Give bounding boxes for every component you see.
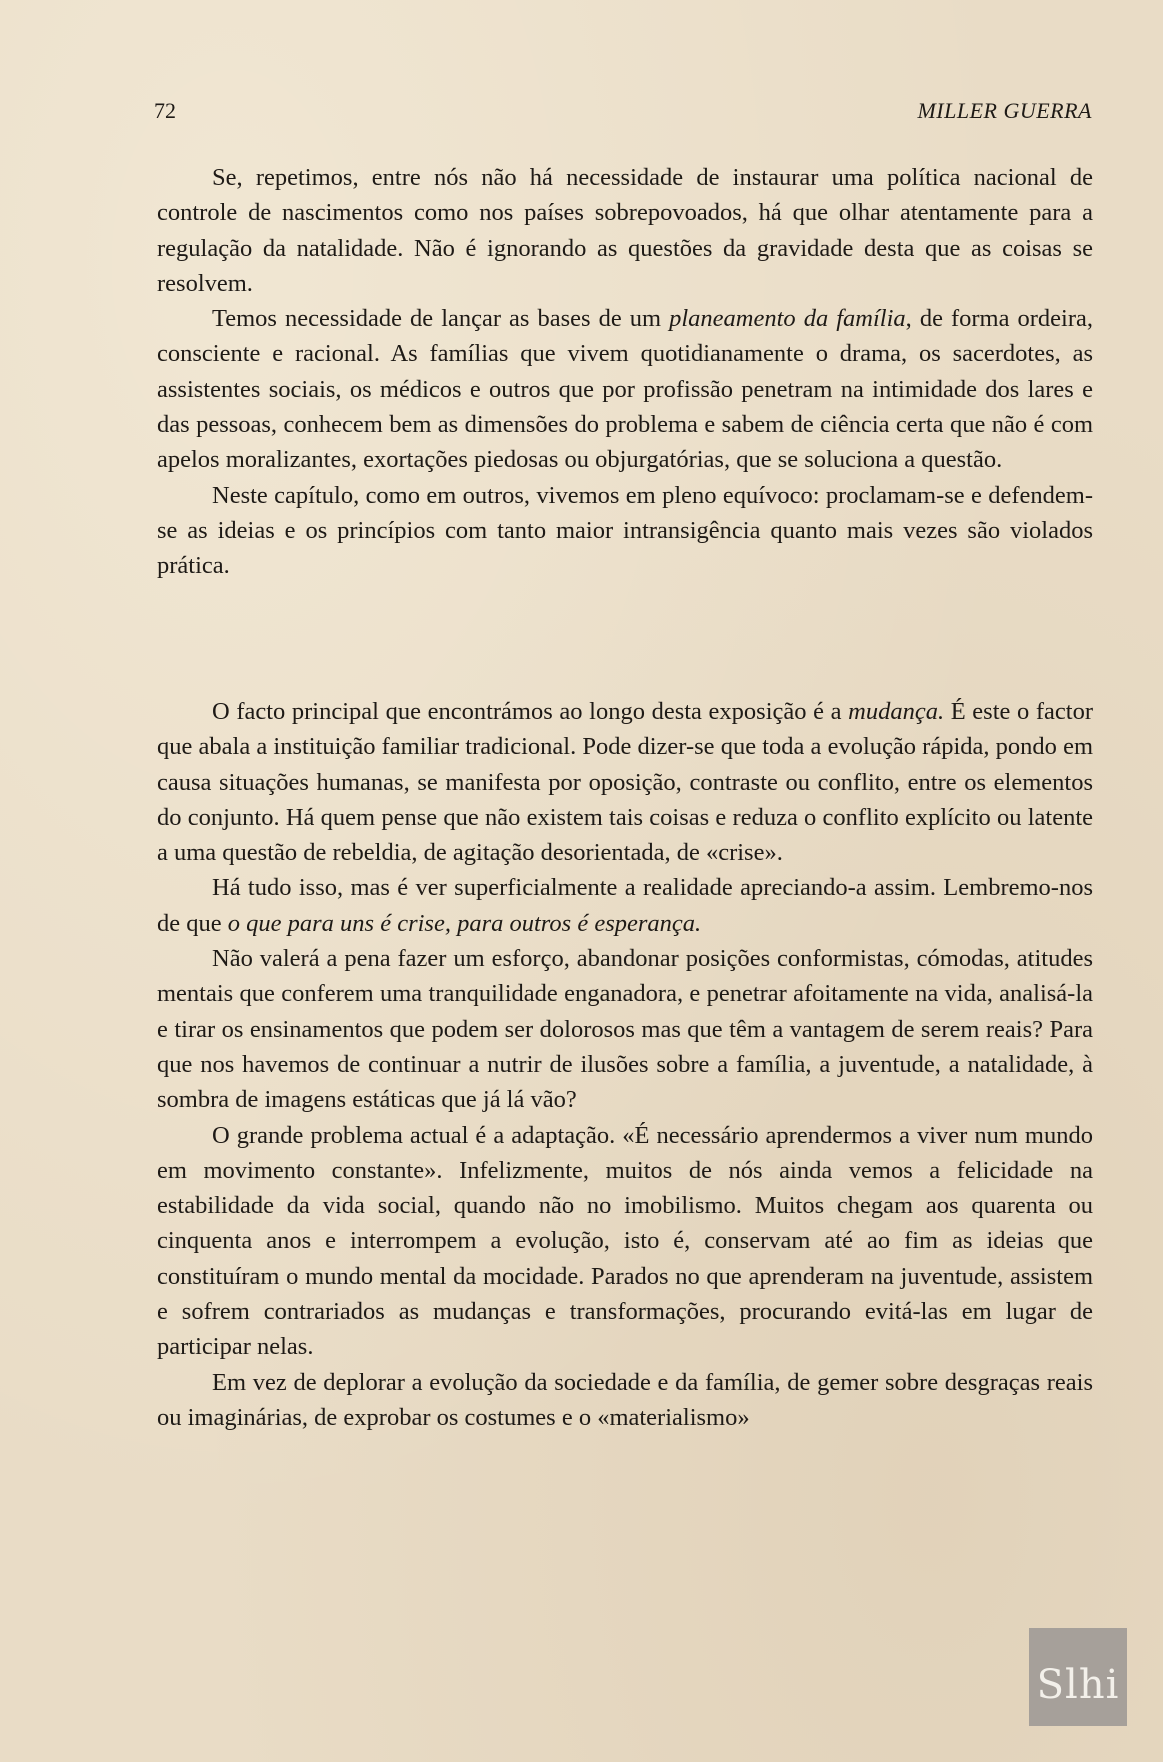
paragraph-text: Se, repetimos, entre nós não há necessidade de instaurar uma política nacional de controle de nascimentos como nos países sobrepovoados, há que olhar atentamente para a regulação da natalidade. Não é ignorando as questões da gravidade desta que as coisas se resolvem.: [157, 164, 1093, 297]
paragraph: [157, 1365, 1093, 1436]
text-section-2: [157, 694, 1093, 1435]
text-section-1: [157, 160, 1093, 584]
italic-phrase: planeamento da família: [669, 305, 906, 333]
paragraph: [157, 478, 1093, 584]
paragraph-text: , de forma ordeira, consciente e racional. As famílias que vivem quotidianamente o drama, os sacerdotes, as assistentes sociais, os médicos e outros que por profissão penetram na intimidade dos lares e das pessoas, conhecem bem as dimensões do problema e sabem de ciência certa que não é com apelos moralizantes, exortações piedosas ou objurgatórias, que se soluciona a questão.: [157, 305, 1093, 474]
paragraph-text: Em vez de deplorar a evolução da sociedade e da família, de gemer sobre desgraças reais ou imaginárias, de exprobar os costumes e o «materialismo»: [157, 1368, 1093, 1431]
running-title: MILLER GUERRA: [917, 98, 1092, 123]
running-head: [154, 98, 1092, 132]
paragraph-text: É este o factor que abala a instituição familiar tradicional. Pode dizer-se que toda a evolução rápida, pondo em causa situações humanas, se manifesta por oposição, contraste ou conflito, entre os elementos do conjunto. Há quem pense que não existem tais coisas e reduza o conflito explícito ou latente a uma questão de rebeldia, de agitação desorientada, de «crise».: [157, 698, 1093, 867]
paragraph: [157, 941, 1093, 1117]
paragraph: [157, 301, 1093, 477]
paragraph: [157, 694, 1093, 870]
paragraph: [157, 160, 1093, 301]
library-logo: [1029, 1628, 1127, 1726]
paragraph-text: O facto principal que encontrámos ao longo desta exposição é a: [212, 698, 849, 725]
paragraph-text: Há tudo isso, mas é ver superficialmente a realidade apreciando-a assim. Lembremo-nos de que: [157, 874, 1093, 937]
italic-phrase: mudança.: [848, 698, 945, 725]
italic-phrase: o que para uns é crise, para outros é esperança.: [227, 909, 702, 937]
paragraph: [157, 1118, 1093, 1365]
logo-text: Slhi: [1036, 1662, 1120, 1708]
paragraph-text: Temos necessidade de lançar as bases de um: [212, 305, 670, 333]
paragraph: [157, 870, 1093, 941]
paragraph-text: Não valerá a pena fazer um esforço, abandonar posições conformistas, cómodas, atitudes mentais que conferem uma tranquilidade enganadora, e penetrar afoitamente na vida, analisá-la e tirar os ensinamentos que podem ser dolorosos mas que têm a vantagem de serem reais? Para que nos havemos de continuar a nutrir de ilusões sobre a família, a juventude, a natalidade, à sombra de imagens estáticas que já lá vão?: [157, 945, 1093, 1114]
paragraph-text: Neste capítulo, como em outros, vivemos em pleno equívoco: proclamam-se e defendem-se as ideias e os princípios com tanto maior intransigência quanto mais vezes são violados prática.: [157, 481, 1093, 580]
paragraph-text: O grande problema actual é a adaptação. «É necessário aprendermos a viver num mundo em movimento constante». Infelizmente, muitos de nós ainda vemos a felicidade na estabilidade da vida social, quando não no imobilismo. Muitos chegam aos quarenta ou cinquenta anos e interrompem a evolução, isto é, conservam até ao fim as ideias que constituíram o mundo mental da mocidade. Parados no que aprenderam na juventude, assistem e sofrem contrariados as mudanças e transformações, procurando evitá-las em lugar de participar nelas.: [157, 1121, 1093, 1361]
page-number: 72: [154, 98, 176, 123]
